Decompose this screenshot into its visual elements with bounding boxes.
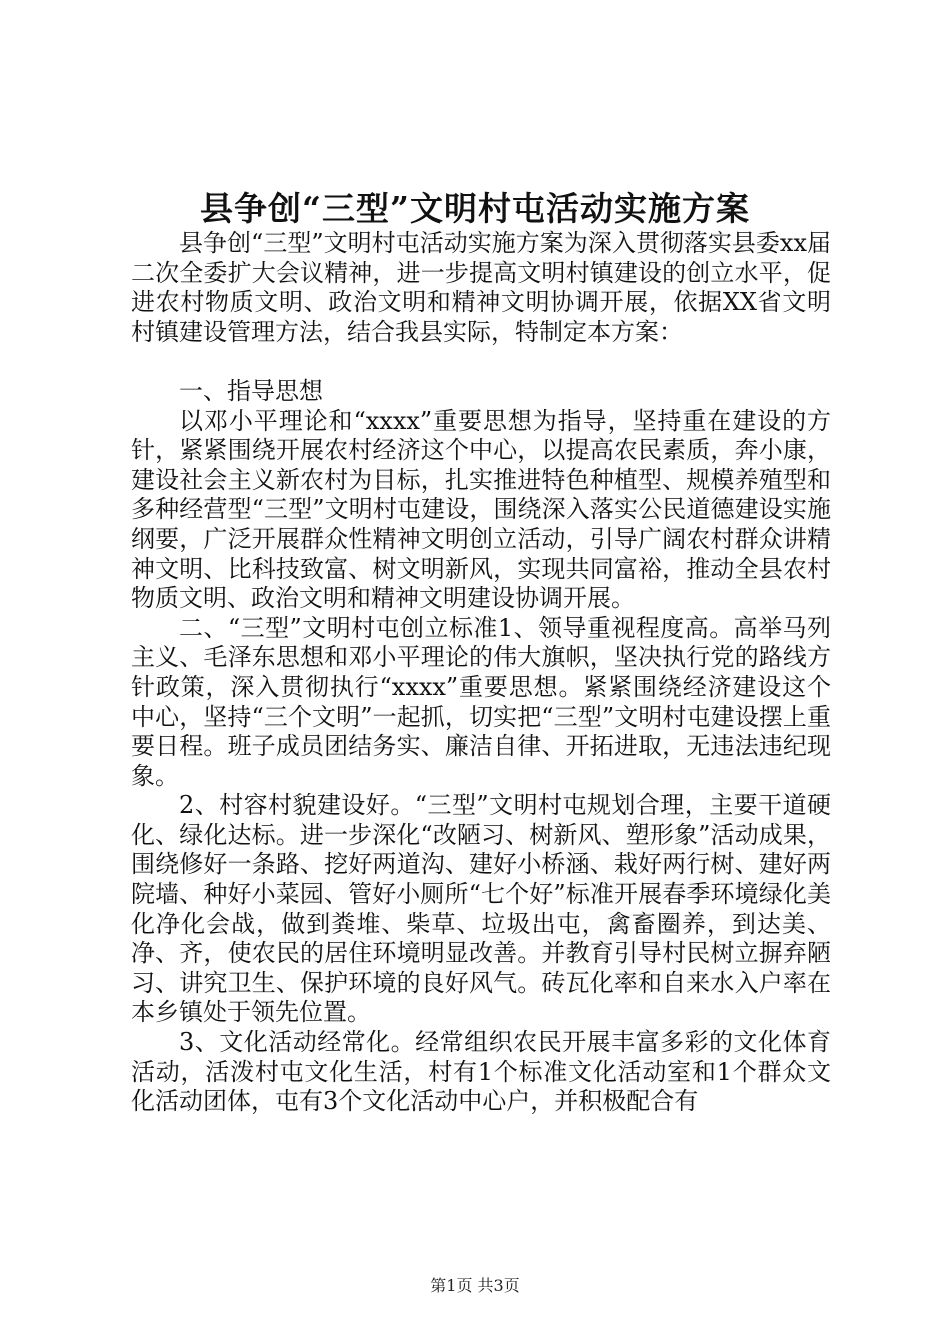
paragraph-intro: 县争创“三型”文明村屯活动实施方案为深入贯彻落实县委xx届二次全委扩大会议精神，进一步提高文明村镇建设的创立水平，促进农村物质文明、政治文明和精神文明协调开展，依据XX省文明村镇建设管理方法，结合我县实际，特制定本方案： [131, 229, 831, 346]
page-number-footer: 第1页 共3页 [430, 1276, 520, 1295]
document-title: 县争创“三型”文明村屯活动实施方案 [200, 189, 750, 228]
paragraph-village-appearance: 2、村容村貌建设好。“三型”文明村屯规划合理，主要干道硬化、绿化达标。进一步深化“改陋习、树新风、塑形象”活动成果，围绕修好一条路、挖好两道沟、建好小桥涵、栽好两行树、建好两院墙、种好小菜园、管好小厕所“七个好”标准开展春季环境绿化美化净化会战，做到粪堆、柴草、垃圾出屯，禽畜圈养，到达美、净、齐，使农民的居住环境明显改善。并教育引导村民树立摒弃陋习、讲究卫生、保护环境的良好风气。砖瓦化率和自来水入户率在本乡镇处于领先位置。 [131, 791, 831, 1027]
section-heading-guiding-ideology: 一、指导思想 [179, 376, 323, 405]
paragraph-standards-leadership: 二、“三型”文明村屯创立标准1、领导重视程度高。高举马列主义、毛泽东思想和邓小平理论的伟大旗帜，坚决执行党的路线方针政策，深入贯彻执行“xxxx”重要思想。紧紧围绕经济建设这个中心，坚持“三个文明”一起抓，切实把“三型”文明村屯建设摆上重要日程。班子成员团结务实、廉洁自律、开拓进取，无违法违纪现象。 [131, 613, 831, 790]
document-body [131, 229, 831, 1117]
paragraph-cultural-activities: 3、文化活动经常化。经常组织农民开展丰富多彩的文化体育活动，活泼村屯文化生活，村有1个标准文化活动室和1个群众文化活动团体，屯有3个文化活动中心户，并积极配合有 [131, 1028, 831, 1116]
paragraph-guiding-ideology: 以邓小平理论和“xxxx”重要思想为指导，坚持重在建设的方针，紧紧围绕开展农村经济这个中心，以提高农民素质，奔小康，建设社会主义新农村为目标，扎实推进特色种植型、规模养殖型和多种经营型“三型”文明村屯建设，围绕深入落实公民道德建设实施纲要，广泛开展群众性精神文明创立活动，引导广阔农村群众讲精神文明、比科技致富、树文明新风，实现共同富裕，推动全县农村物质文明、政治文明和精神文明建设协调开展。 [131, 406, 831, 613]
